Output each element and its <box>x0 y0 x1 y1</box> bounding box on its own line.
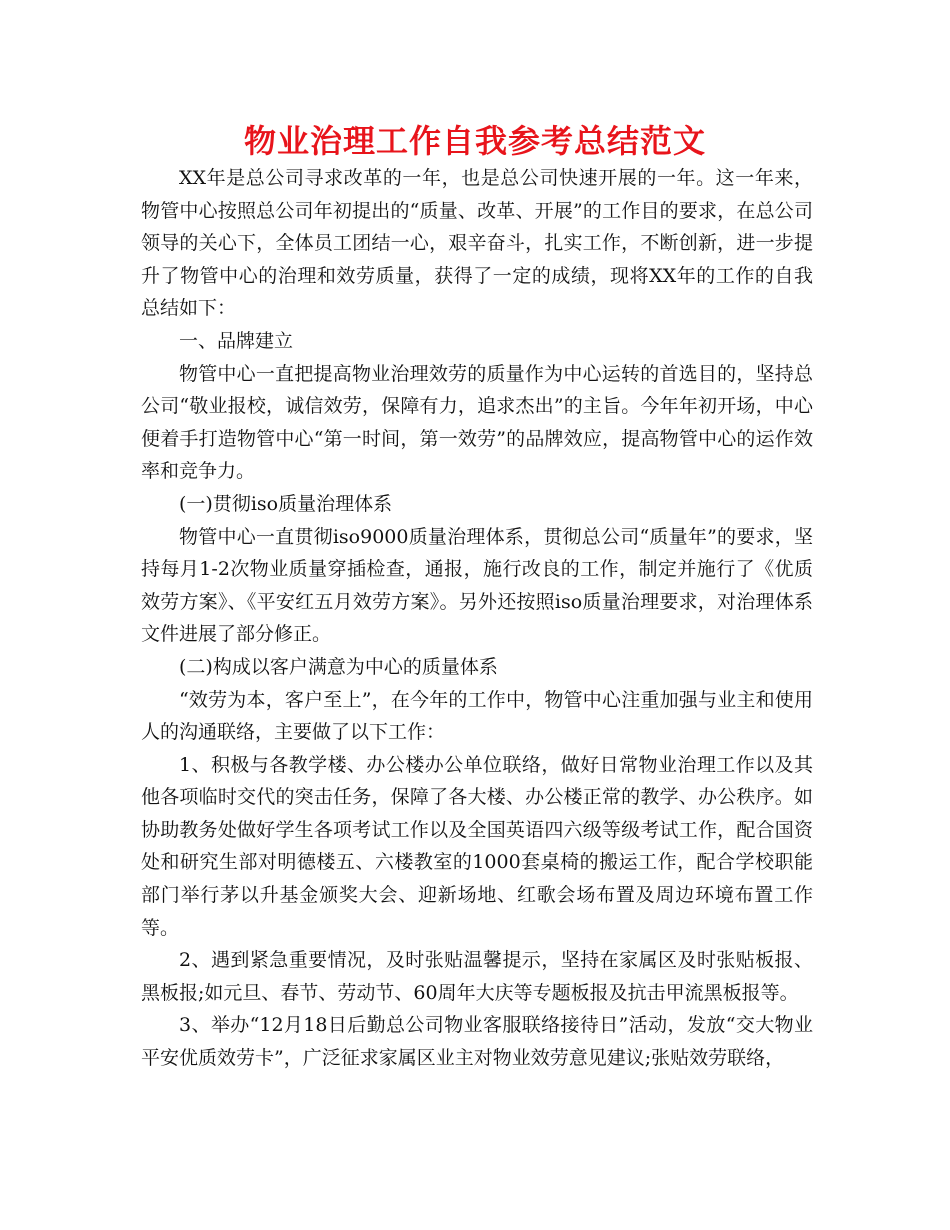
customer-paragraph: “效劳为本，客户至上”，在今年的工作中，物管中心注重加强与业主和使用人的沟通联络，主要做了以下工作： <box>141 688 813 744</box>
list-item-1: 1、积极与各教学楼、办公楼办公单位联络，做好日常物业治理工作以及其他各项临时交代的突击任务，保障了各大楼、办公楼正常的教学、办公秩序。如协助教务处做好学生各项考试工作以及全国英语四六级等级考试工作，配合国资处和研究生部对明德楼五、六楼教室的1000套桌椅的搬运工作，配合学校职能部门举行茅以升基金颁奖大会、迎新场地、红歌会场布置及周边环境布置工作等。 <box>141 753 813 939</box>
subsection-heading-iso: (一)贯彻iso质量治理体系 <box>179 492 393 515</box>
intro-paragraph: XX年是总公司寻求改革的一年，也是总公司快速开展的一年。这一年来，物管中心按照总公司年初提出的“质量、改革、开展”的工作目的要求，在总公司领导的关心下，全体员工团结一心，艰辛奋斗，扎实工作，不断创新，进一步提升了物管中心的治理和效劳质量，获得了一定的成绩，现将XX年的工作的自我总结如下： <box>141 167 813 320</box>
brand-paragraph: 物管中心一直把提高物业治理效劳的质量作为中心运转的首选目的，坚持总公司“敬业报校，诚信效劳，保障有力，追求杰出”的主旨。今年年初开场，中心便着手打造物管中心“第一时间，第一效劳”的品牌效应，提高物管中心的运作效率和竞争力。 <box>141 362 813 483</box>
list-item-2: 2、遇到紧急重要情况，及时张贴温馨提示，坚持在家属区及时张贴板报、黑板报;如元旦、春节、劳动节、60周年大庆等专题板报及抗击甲流黑板报等。 <box>141 949 813 1004</box>
page-title: 物业治理工作自我参考总结范文 <box>243 122 706 160</box>
subsection-heading-customer: (二)构成以客户满意为中心的质量体系 <box>179 655 498 678</box>
document-body <box>141 162 813 1075</box>
iso-paragraph: 物管中心一直贯彻iso9000质量治理体系，贯彻总公司“质量年”的要求，坚持每月1-2次物业质量穿插检查，通报，施行改良的工作，制定并施行了《优质效劳方案》、《平安红五月效劳方案》。另外还按照iso质量治理要求，对治理体系文件进展了部分修正。 <box>141 525 813 646</box>
section-heading-brand: 一、品牌建立 <box>179 329 294 352</box>
list-item-3: 3、举办“12月18日后勤总公司物业客服联络接待日”活动，发放“交大物业平安优质效劳卡”，广泛征求家属区业主对物业效劳意见建议;张贴效劳联络， <box>141 1014 813 1070</box>
